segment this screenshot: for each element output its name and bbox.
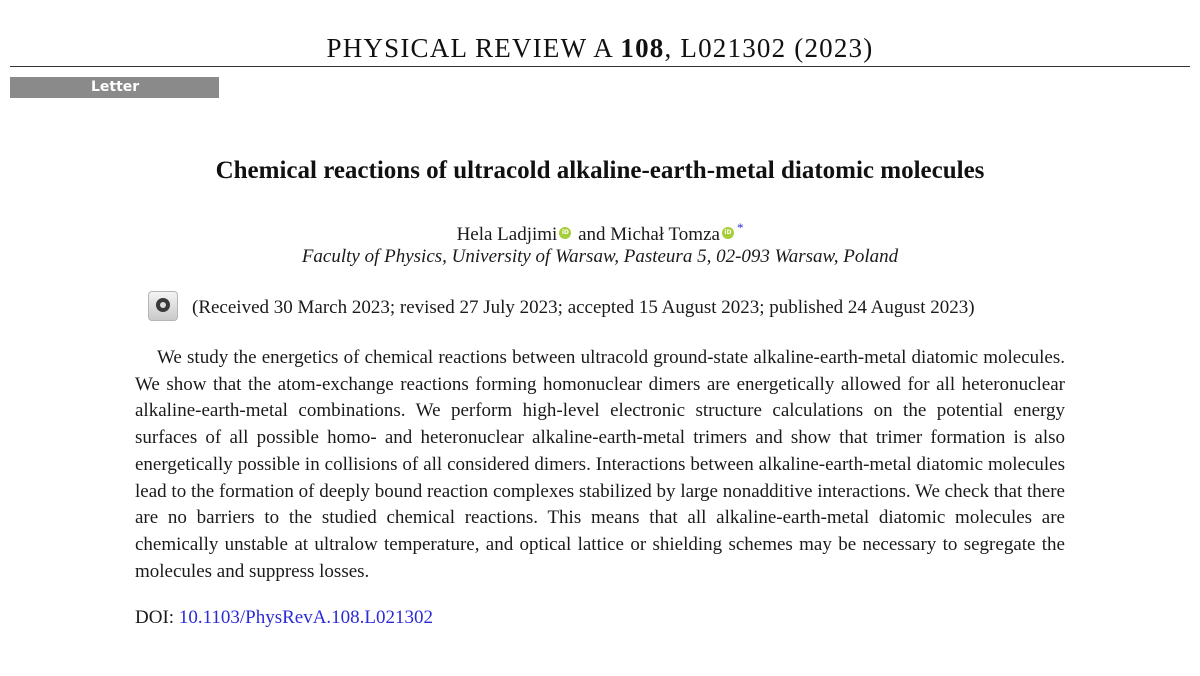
publication-dates: (Received 30 March 2023; revised 27 July 2023; accepted 15 August 2023; published 24 August 2023) <box>192 297 975 318</box>
journal-volume: 108 <box>620 33 665 63</box>
article-id-year: , L021302 (2023) <box>664 33 874 63</box>
author-name[interactable]: Hela Ladjimi <box>456 224 558 245</box>
author-list <box>0 216 1200 247</box>
journal-header <box>0 32 1200 64</box>
orcid-icon[interactable] <box>722 227 734 239</box>
affiliation: Faculty of Physics, University of Warsaw, Pasteura 5, 02-093 Warsaw, Poland <box>301 246 899 267</box>
author-connector: and <box>578 224 606 245</box>
corresponding-author-mark[interactable]: * <box>736 220 744 235</box>
paper-title: Chemical reactions of ultracold alkaline-earth-metal diatomic molecules <box>215 157 985 184</box>
crossmark-icon[interactable] <box>148 291 178 321</box>
doi-link[interactable]: 10.1103/PhysRevA.108.L021302 <box>178 607 434 628</box>
section-tag <box>10 77 219 98</box>
journal-name: PHYSICAL REVIEW A <box>326 33 613 63</box>
section-tag-label: Letter <box>91 79 140 95</box>
abstract: We study the energetics of chemical reactions between ultracold ground-state alkaline-earth-metal diatomic molecules. We show that the atom-exchange reactions forming homonuclear dimers are energetically allowed for all heteronuclear alkaline-earth-metal combinations. We perform high-level electronic structure calculations on the potential energy surfaces of all possible homo- and heteronuclear alkaline-earth-metal trimers and show that trimer formation is also energetically possible in collisions of all considered dimers. Interactions between alkaline-earth-metal diatomic molecules lead to the formation of deeply bound reaction complexes stabilized by large nonadditive interactions. We check that there are no barriers to the studied chemical reactions. This means that all alkaline-earth-metal diatomic molecules are chemically unstable at ultralow temperature, and optical lattice or shielding schemes may be necessary to segregate the molecules and suppress losses. <box>135 347 1065 582</box>
header-rule <box>10 66 1190 67</box>
doi-label: DOI: <box>135 607 175 628</box>
orcid-icon[interactable] <box>559 227 571 239</box>
author-name[interactable]: Michał Tomza <box>610 224 720 245</box>
doi-line <box>135 606 433 630</box>
